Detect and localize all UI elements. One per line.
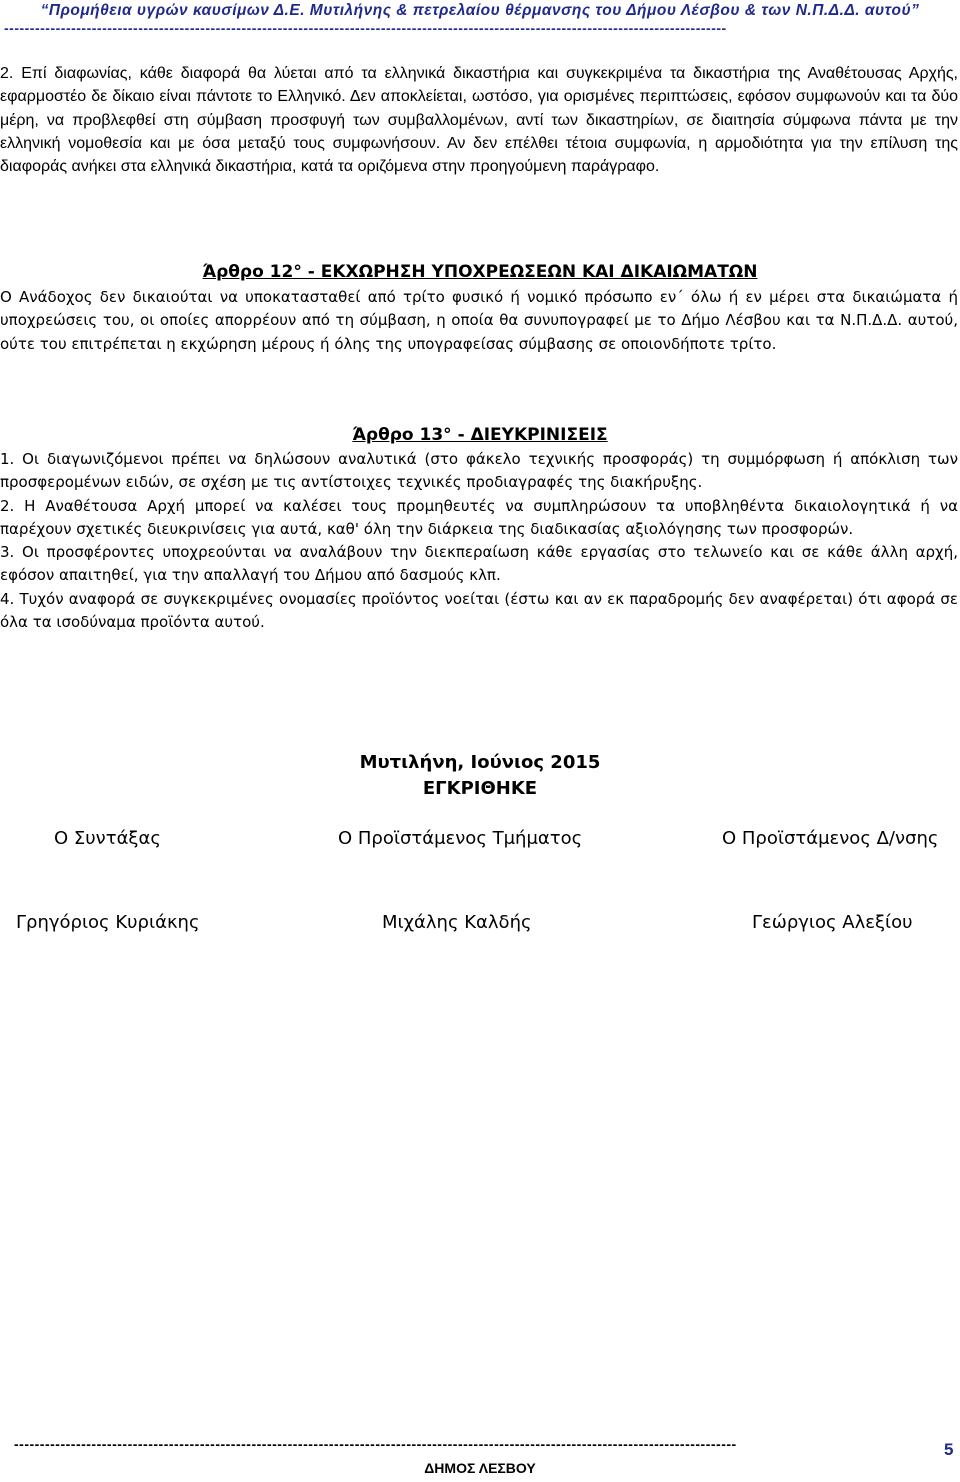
article13-heading-text: Άρθρο 13° - ΔΙΕΥΚΡΙΝΙΣΕΙΣ xyxy=(352,425,608,445)
article12-heading-text: Άρθρο 12° - ΕΚΧΩΡΗΣΗ ΥΠΟΧΡΕΩΣΕΩΝ ΚΑΙ ΔΙΚΑΙΩΜΑΤΩΝ xyxy=(202,262,758,282)
header-divider: -------------------------------------------------------------------------------------------------------------------------------------------- xyxy=(4,20,727,36)
article12-heading xyxy=(0,262,960,282)
signatory-author-name: Γρηγόριος Κυριάκης xyxy=(16,912,200,933)
role-directorate-head: Ο Προϊστάμενος Δ/νσης xyxy=(722,828,939,849)
article11-paragraph-2: 2. Επί διαφωνίας, κάθε διαφορά θα λύεται από τα ελληνικά δικαστήρια και συγκεκριμένα τα δικαστήρια της Αναθέτουσας Αρχής, εφαρμοστέο δε δίκαιο είναι πάντοτε το Ελληνικό. Δεν αποκλείεται, ωστόσο, για ορισμένες περιπτώσεις, εφόσον συμφωνούν και τα δύο μέρη, να προβλεφθεί στη σύμβαση προσφυγή των συμβαλλομένων, αντί των δικαστηρίων, σε διαιτησία σύμφωνα πάντα με την ελληνική νομοθεσία και με όσα μεταξύ τους συμφωνήσουν. Αν δεν επέλθει τέτοια συμφωνία, η αρμοδιότητα για την επίλυση της διαφοράς ανήκει στα ελληνικά δικαστήρια, κατά τα οριζόμενα στην προηγούμενη παράγραφο. xyxy=(0,65,958,176)
article13-item-4: 4. Τυχόν αναφορά σε συγκεκριμένες ονομασίες προϊόντος νοείται (έστω και αν εκ παραδρομής δεν αναφέρεται) ότι αφορά σε όλα τα ισοδύναμα προϊόντα αυτού. xyxy=(0,589,958,632)
article13-item-1: 1. Οι διαγωνιζόμενοι πρέπει να δηλώσουν αναλυτικά (στο φάκελο τεχνικής προσφοράς) τη συμμόρφωση ή απόκλιση των προσφερομένων ειδών, σε σχέση με τις αντίστοιχες τεχνικές προδιαγραφές της διακήρυξης. xyxy=(0,450,958,492)
article13-body xyxy=(0,448,958,634)
footer-divider: -------------------------------------------------------------------------------------------------------------------------------------------- xyxy=(14,1436,737,1452)
role-department-head: Ο Προϊστάμενος Τμήματος xyxy=(338,828,583,849)
role-author: Ο Συντάξας xyxy=(54,828,161,849)
article12-body: Ο Ανάδοχος δεν δικαιούται να υποκατασταθεί από τρίτο φυσικό ή νομικό πρόσωπο εν΄ όλω ή εν μέρει στα δικαιώματα ή υποχρεώσεις του, οι οποίες απορρέουν από τη σύμβαση, η οποία θα συνυπογραφεί με το Δήμο Λέσβου και τα Ν.Π.Δ.Δ. αυτού, ούτε του επιτρέπεται η εκχώρηση μέρους ή όλης της υπογραφείσας σύμβασης σε οποιονδήποτε τρίτο. xyxy=(0,288,958,353)
signatory-department-head-name: Μιχάλης Καλδής xyxy=(382,912,532,933)
page-number: 5 xyxy=(944,1440,954,1459)
article13-item-3: 3. Οι προσφέροντες υποχρεούνται να αναλάβουν την διεκπεραίωση κάθε εργασίας στο τελωνείο και σε κάθε άλλη αρχή, εφόσον απαιτηθεί, για την απαλλαγή του Δήμου από δασμούς κλπ. xyxy=(0,543,958,585)
footer-organization: ΔΗΜΟΣ ΛΕΣΒΟΥ xyxy=(424,1460,536,1476)
approval-stamp-text: ΕΓΚΡΙΘΗΚΕ xyxy=(422,778,538,799)
place-date: Μυτιλήνη, Ιούνιος 2015 xyxy=(359,752,601,773)
document-header-title: “Προμήθεια υγρών καυσίμων Δ.Ε. Μυτιλήνης & πετρελαίου θέρμανσης του Δήμου Λέσβου & των Ν.Π.Δ.Δ. αυτού” xyxy=(40,2,920,19)
article13-item-2: 2. Η Αναθέτουσα Αρχή μπορεί να καλέσει τους προμηθευτές να συμπληρώσουν τα υποβληθέντα δικαιολογητικά ή να παρέχουν σχετικές διευκρινίσεις για αυτά, καθ' όλη την διάρκεια της διαδικασίας αξιολόγησης των προσφορών. xyxy=(0,496,958,538)
signatory-directorate-head-name: Γεώργιος Αλεξίου xyxy=(752,912,913,933)
article13-heading xyxy=(0,425,960,445)
